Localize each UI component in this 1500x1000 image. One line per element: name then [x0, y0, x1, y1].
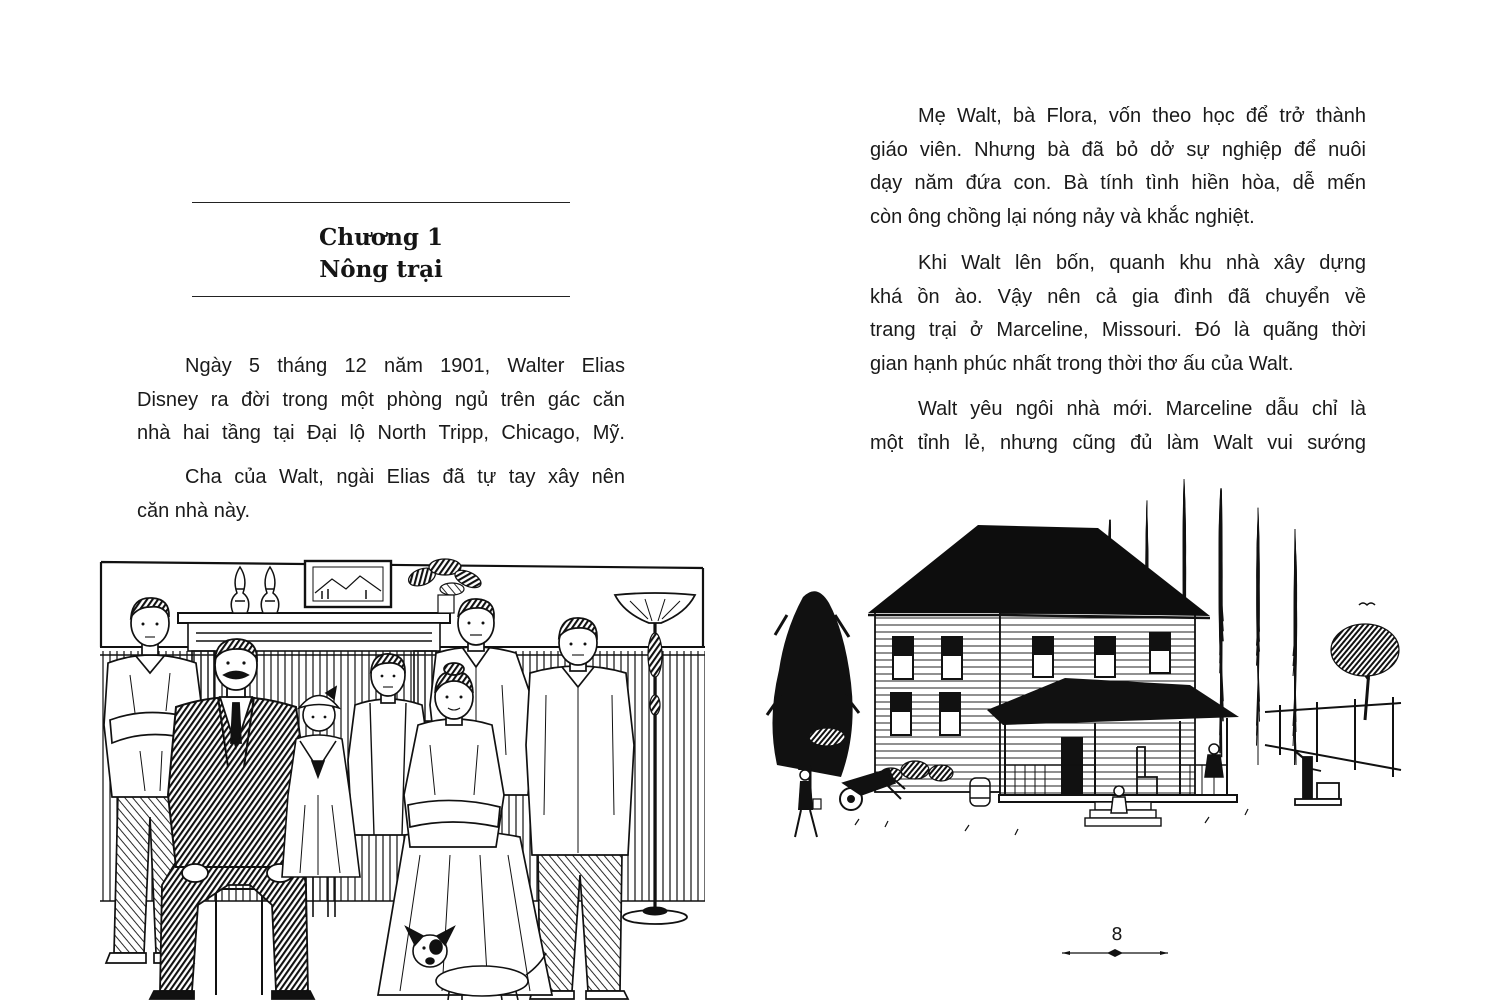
chapter-number: Chương 1 [319, 224, 443, 251]
paragraph [870, 100, 1366, 235]
text-line: còn ông chồng lại nóng nảy và khắc nghiệt. [870, 206, 1255, 229]
walking-man [795, 765, 821, 837]
barrel [970, 778, 990, 806]
mantel-vases [231, 567, 279, 613]
fence [1265, 697, 1401, 777]
child-on-steps [1111, 786, 1127, 813]
paragraph [870, 393, 1366, 460]
text-line: nhà hai tầng tại Đại lộ North Tripp, Chicago, Mỹ. [137, 422, 625, 444]
paragraph [137, 461, 625, 528]
right-boy-figure [526, 618, 634, 999]
family-portrait-illustration [100, 555, 705, 1000]
page-number: 8 [1111, 924, 1123, 945]
page-number-ornament [1060, 946, 1170, 960]
chapter-title: Nông trại [319, 256, 443, 283]
text-line: Ngày 5 tháng 12 năm 1901, Walter Elias [185, 355, 625, 377]
dark-tree-left [767, 591, 859, 795]
farmhouse-illustration [765, 465, 1405, 875]
text-line: Walt yêu ngôi nhà mới. Marceline dẫu chỉ là [918, 398, 1366, 420]
text-line: trang trại ở Marceline, Missouri. Đó là quãng thời [870, 319, 1366, 342]
text-line: Cha của Walt, ngài Elias đã tự tay xây nên [185, 466, 625, 488]
paragraph [870, 247, 1366, 382]
text-line: căn nhà này. [137, 499, 251, 522]
chapter-rule-top [192, 202, 570, 203]
text-line: giáo viên. Nhưng bà đã bỏ dở sự nghiệp để nuôi [870, 138, 1366, 161]
bird [1359, 603, 1375, 605]
picture-frame [305, 561, 391, 607]
text-line: Khi Walt lên bốn, quanh khu nhà xây dựng [918, 252, 1366, 274]
text-line: dạy năm đứa con. Bà tính tình hiền hòa, dễ mến [870, 172, 1366, 195]
text-line: một tỉnh lẻ, nhưng cũng đủ làm Walt vui sướng [870, 431, 1366, 454]
paragraph [137, 350, 625, 451]
chapter-rule-bottom [192, 296, 570, 297]
text-line: Disney ra đời trong một phòng ngủ trên gác căn [137, 388, 625, 411]
text-line: Mẹ Walt, bà Flora, vốn theo học để trở thành [918, 105, 1366, 127]
roof [868, 525, 1210, 616]
text-line: khá ồn ào. Vậy nên cả gia đình đã chuyển về [870, 285, 1366, 308]
text-line: gian hạnh phúc nhất trong thời thơ ấu của Walt. [870, 353, 1294, 376]
